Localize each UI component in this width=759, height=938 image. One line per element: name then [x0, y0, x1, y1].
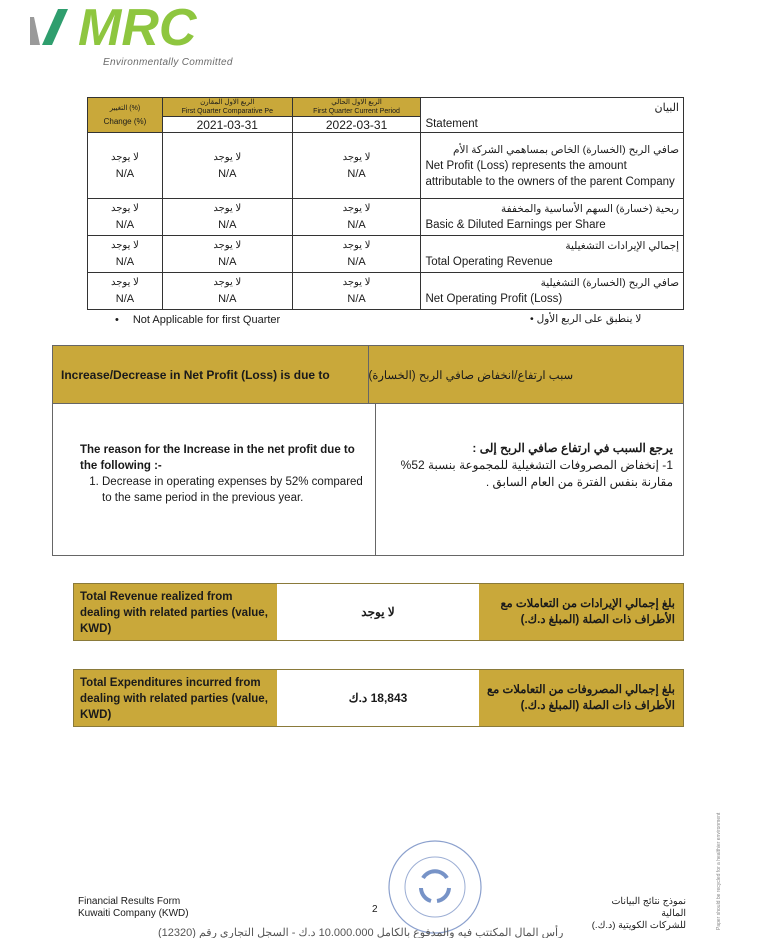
- reason-text-ar: يرجع السبب في ارتفاع صافي الربح إلى : 1- إنخفاض المصروفات التشغيلية للمجموعة بنسبة 52% مقارنة بنفس الفترة من العام السابق .: [400, 441, 673, 489]
- recycle-note: Paper should be recycled for a healthier environment: [716, 812, 722, 930]
- reason-heading-en: Increase/Decrease in Net Profit (Loss) is due to: [53, 346, 369, 403]
- results-table: [87, 97, 684, 310]
- table-row: لا يوجد N/A لا يوجد N/A لا يوجد N/A صافي الربح (الخسارة) الخاص بمساهمي الشركة الأم Net Profit (Loss) represents the amount attributable to the owners of the parent Company: [88, 133, 684, 199]
- table-row: لا يوجد N/A لا يوجد N/A لا يوجد N/A ربحية (خسارة) السهم الأساسية والمخففة Basic & Diluted Earnings per Share: [88, 199, 684, 236]
- comparative-date: 2021-03-31: [162, 117, 292, 133]
- related-revenue-label-ar: بلغ إجمالي الإيرادات من التعاملات مع الأطراف ذات الصلة (المبلغ د.ك.): [479, 584, 683, 640]
- table-row: لا يوجد N/A لا يوجد N/A لا يوجد N/A إجمالي الإيرادات التشغيلية Total Operating Revenue: [88, 236, 684, 273]
- related-revenue-value: لا يوجد: [277, 584, 479, 640]
- reason-heading-ar: سبب ارتفاع/انخفاض صافي الربح (الخسارة): [368, 369, 574, 382]
- company-seal: [385, 838, 485, 936]
- related-expenditure-box: [73, 669, 684, 727]
- related-revenue-box: [73, 583, 684, 641]
- note-english: • Not Applicable for first Quarter: [115, 314, 280, 326]
- related-expenditure-value: 18,843 د.ك: [277, 670, 479, 726]
- reason-text-en: The reason for the Increase in the net profit due to the following :- 1. Decrease in operating expenses by 52% compared to the same period in the previous year.: [53, 404, 376, 555]
- capital-registration-line: رأس المال المكتتب فيه والمدفوع بالكامل 10.000.000 د.ك - السجل التجاري رقم (12320): [158, 927, 564, 938]
- related-expenditure-label-en: Total Expenditures incurred from dealing with related parties (value, KWD): [74, 670, 277, 726]
- current-date: 2022-03-31: [292, 117, 421, 133]
- footer-form-en: Financial Results Form Kuwaiti Company (KWD): [78, 896, 189, 919]
- page-number: 2: [372, 904, 378, 915]
- table-row: لا يوجد N/A لا يوجد N/A لا يوجد N/A صافي الربح (الخسارة) التشغيلية Net Operating Profit (Loss): [88, 273, 684, 310]
- related-expenditure-label-ar: بلغ إجمالي المصروفات من التعاملات مع الأطراف ذات الصلة (المبلغ د.ك.): [479, 670, 683, 726]
- related-revenue-label-en: Total Revenue realized from dealing with related parties (value, KWD): [74, 584, 277, 640]
- note-arabic: لا ينطبق على الربع الأول •: [530, 313, 642, 325]
- header-statement: البيان Statement: [421, 98, 684, 133]
- header-current: الربع الاول الحالي First Quarter Current Period: [292, 98, 421, 117]
- logo-tagline: Environmentally Committed: [103, 57, 233, 68]
- footer-form-ar: نموذج نتائج البيانات المالية للشركات الكويتية (د.ك.): [591, 896, 686, 931]
- header-comparative: الربع الاول المقارن First Quarter Comparative Pe: [162, 98, 292, 117]
- logo-text: MRC: [78, 5, 197, 57]
- header-change: التغيير (%) Change (%): [88, 98, 163, 133]
- reason-section: [52, 345, 684, 556]
